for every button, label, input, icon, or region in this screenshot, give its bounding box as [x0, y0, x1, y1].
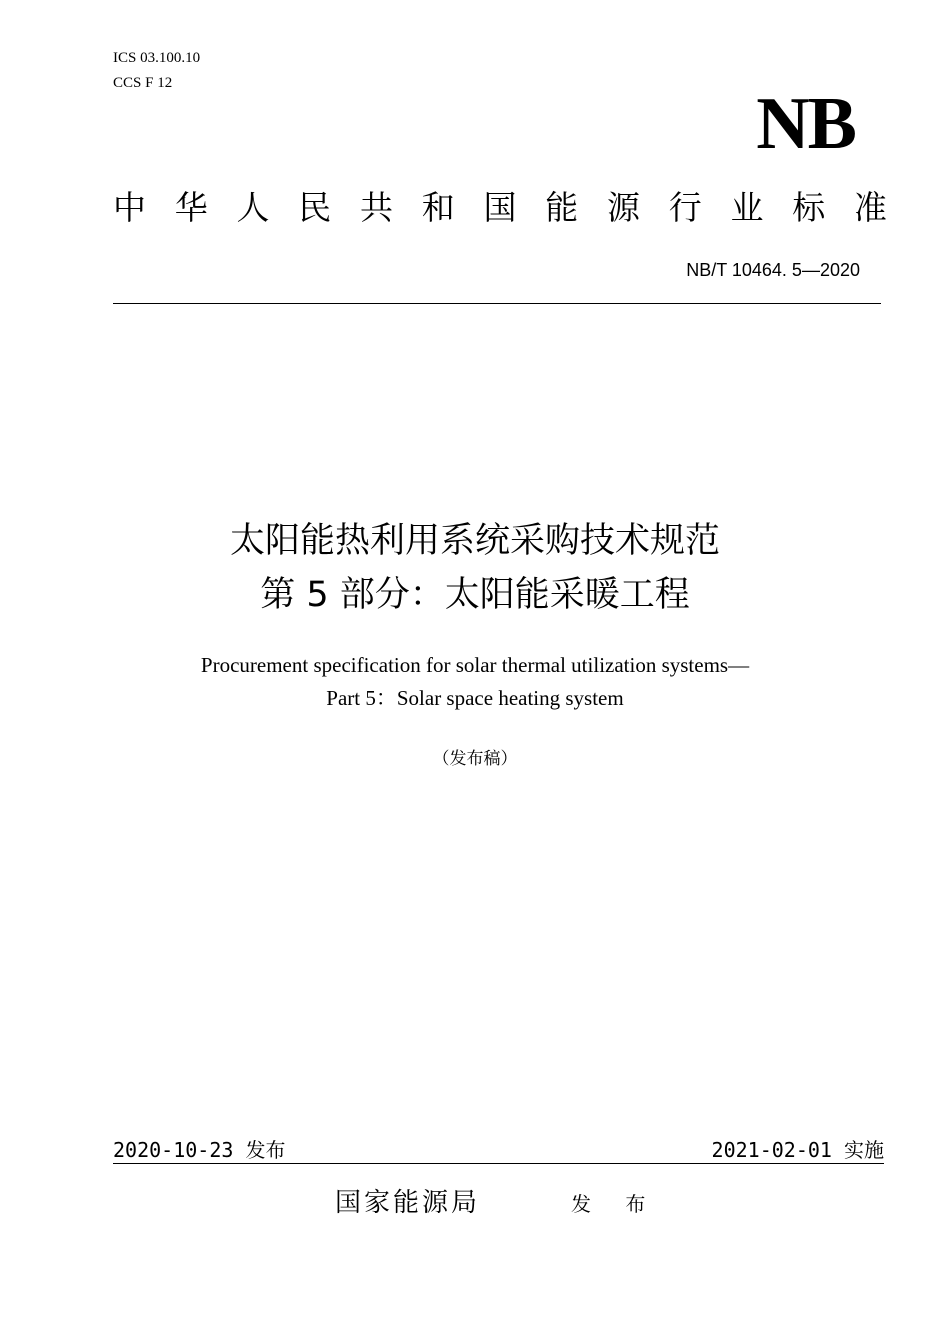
footer-divider [113, 1163, 884, 1164]
standard-category-char: 共 [360, 188, 393, 227]
standard-category-char: 行 [668, 188, 702, 227]
ccs-code: CCS F 12 [113, 75, 173, 91]
standard-category-char: 业 [730, 188, 764, 227]
standard-category-char: 人 [236, 188, 270, 227]
standard-category-char: 准 [854, 188, 887, 227]
title-zh-line1: 太阳能热利用系统采购技术规范 [229, 521, 720, 561]
standard-category-char: 和 [421, 188, 455, 227]
standard-category-char: 民 [298, 188, 332, 227]
publish-label: 发 布 [571, 1192, 660, 1216]
standard-category-char: 国 [483, 188, 517, 227]
title-zh-line2: 第 5 部分：太阳能采暖工程 [260, 575, 690, 615]
issue-date: 2020-10-23 发布 [113, 1138, 286, 1162]
title-en-line2: Part 5：Solar space heating system [326, 686, 624, 710]
ics-code: ICS 03.100.10 [113, 50, 201, 66]
standard-category-char: 能 [545, 188, 579, 227]
header-divider [113, 303, 881, 304]
draft-status: （发布稿） [432, 749, 518, 769]
nb-logo: NB [756, 83, 855, 165]
standard-category-title [113, 186, 887, 230]
standard-category-char: 中 [113, 188, 146, 227]
standard-number: NB/T 10464. 5—2020 [686, 260, 860, 280]
issuer-name: 国家能源局 [335, 1188, 481, 1218]
standard-category-char: 源 [607, 188, 640, 227]
standard-category-char: 华 [174, 188, 208, 227]
effective-date: 2021-02-01 实施 [711, 1138, 884, 1162]
title-en-line1: Procurement specification for solar thermal utilization systems— [200, 653, 750, 677]
standard-category-char: 标 [792, 188, 826, 227]
